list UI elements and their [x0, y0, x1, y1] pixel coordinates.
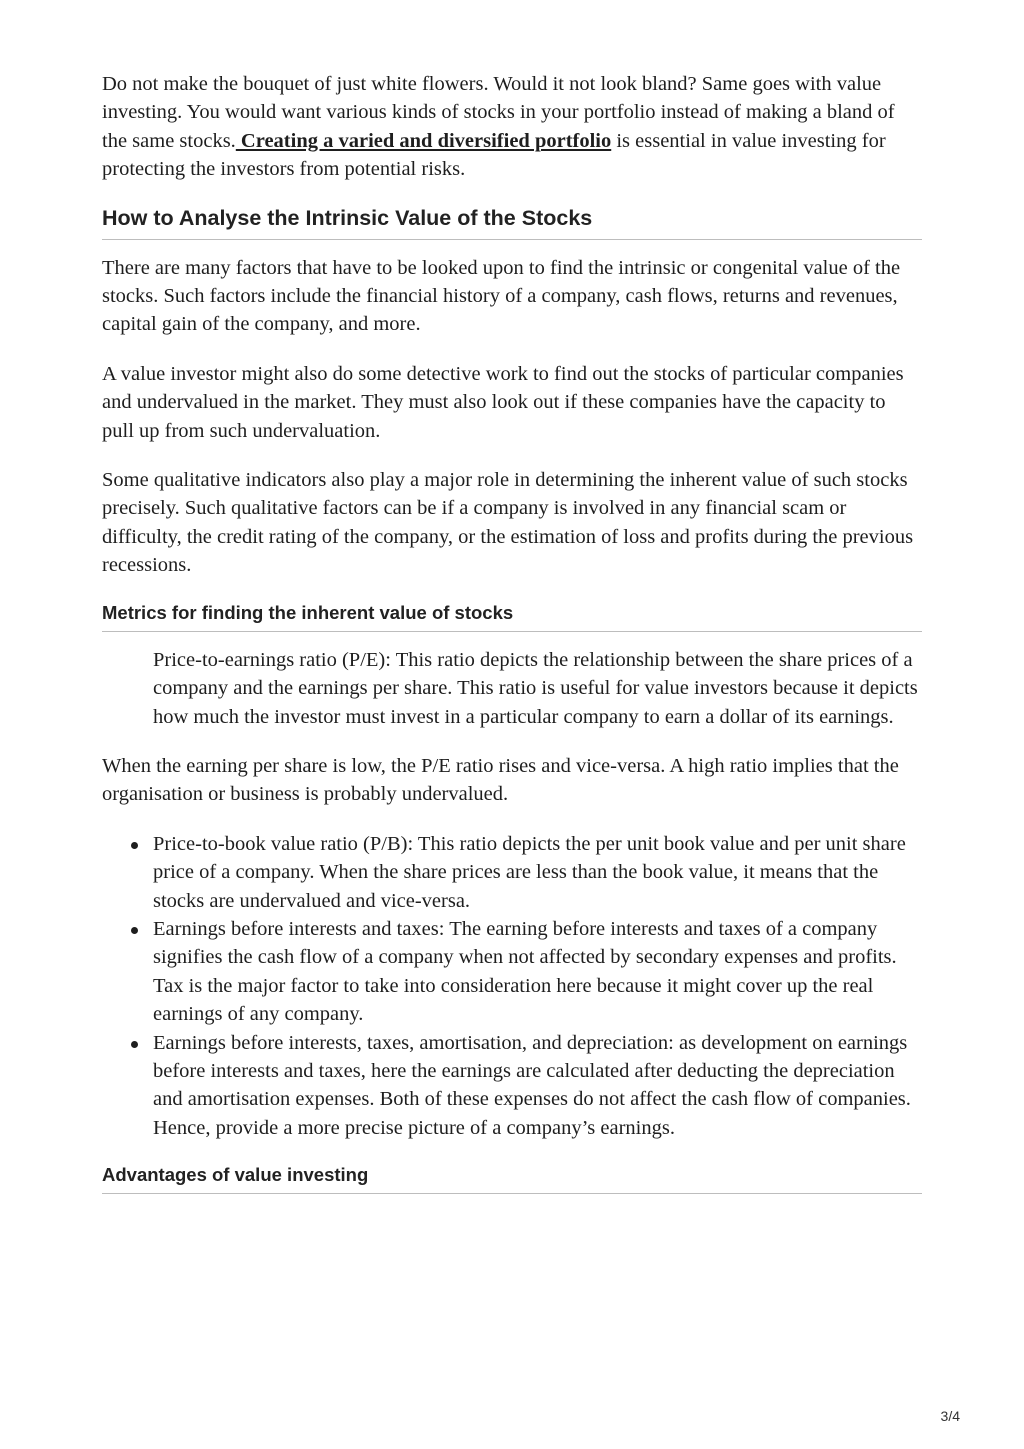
bullet-icon: [131, 1041, 138, 1048]
list-item: [102, 915, 922, 1029]
article-body: [102, 70, 922, 1208]
paragraph: Some qualitative indicators also play a major role in determining the inherent value of such stocks precisely. Such qualitative factors can be if a company is involved in any financial scam or difficulty, the credit rating of the company, or the estimation of loss and profits during the previous recessions.: [102, 469, 914, 577]
paragraph: When the earning per share is low, the P/E ratio rises and vice-versa. A high ratio implies that the organisation or business is probably undervalued.: [102, 754, 899, 806]
intro-paragraph: [102, 70, 922, 184]
page-number: 3/4: [940, 1408, 960, 1424]
metrics-list: [102, 830, 922, 1142]
pe-ratio-paragraph: Price-to-earnings ratio (P/E): This ratio depicts the relationship between the share prices of a company and the earnings per share. This ratio is useful for value investors because it depicts how much the investor must invest in a particular company to earn a dollar of its earnings.: [153, 648, 918, 728]
list-item: [102, 830, 922, 915]
intro-text-end: is essential in value investing for protecting the investors from potential risks.: [102, 129, 886, 181]
list-item: [102, 1029, 922, 1143]
list-item-text: Earnings before interests and taxes: The earning before interests and taxes of a company signifies the cash flow of a company when not affected by secondary expenses and profits. Tax is the major factor to take into consideration here because it might cover up the real earnings of any company.: [153, 917, 897, 1026]
bullet-icon: [131, 927, 138, 934]
intro-text: Do not make the bouquet of just white flowers. Would it not look bland? Same goes with value investing. You would want various kinds of stocks in your portfolio instead of making a bland of the same stocks.: [102, 73, 895, 152]
advantages-heading: Advantages of value investing: [102, 1163, 922, 1194]
metrics-heading: Metrics for finding the inherent value of stocks: [102, 601, 922, 632]
list-item-text: Price-to-book value ratio (P/B): This ratio depicts the per unit book value and per unit share price of a company. When the share prices are less than the book value, it means that the stocks are undervalued and vice-versa.: [153, 832, 906, 912]
paragraph: A value investor might also do some detective work to find out the stocks of particular companies and undervalued in the market. They must also look out if these companies have the capacity to pull up from such undervaluation.: [102, 362, 904, 442]
diversified-portfolio-link[interactable]: Creating a varied and diversified portfolio: [235, 129, 612, 152]
paragraph: There are many factors that have to be looked upon to find the intrinsic or congenital value of the stocks. Such factors include the financial history of a company, cash flows, returns and revenues, capital gain of the company, and more.: [102, 256, 901, 336]
intrinsic-value-heading: How to Analyse the Intrinsic Value of the Stocks: [102, 205, 922, 240]
bullet-icon: [131, 842, 138, 849]
list-item-text: Earnings before interests, taxes, amortisation, and depreciation: as development on earnings before interests and taxes, here the earnings are calculated after deducting the depreciation and amortisation expenses. Both of these expenses do not affect the cash flow of companies. Hence, provide a more precise picture of a company’s earnings.: [153, 1031, 911, 1139]
